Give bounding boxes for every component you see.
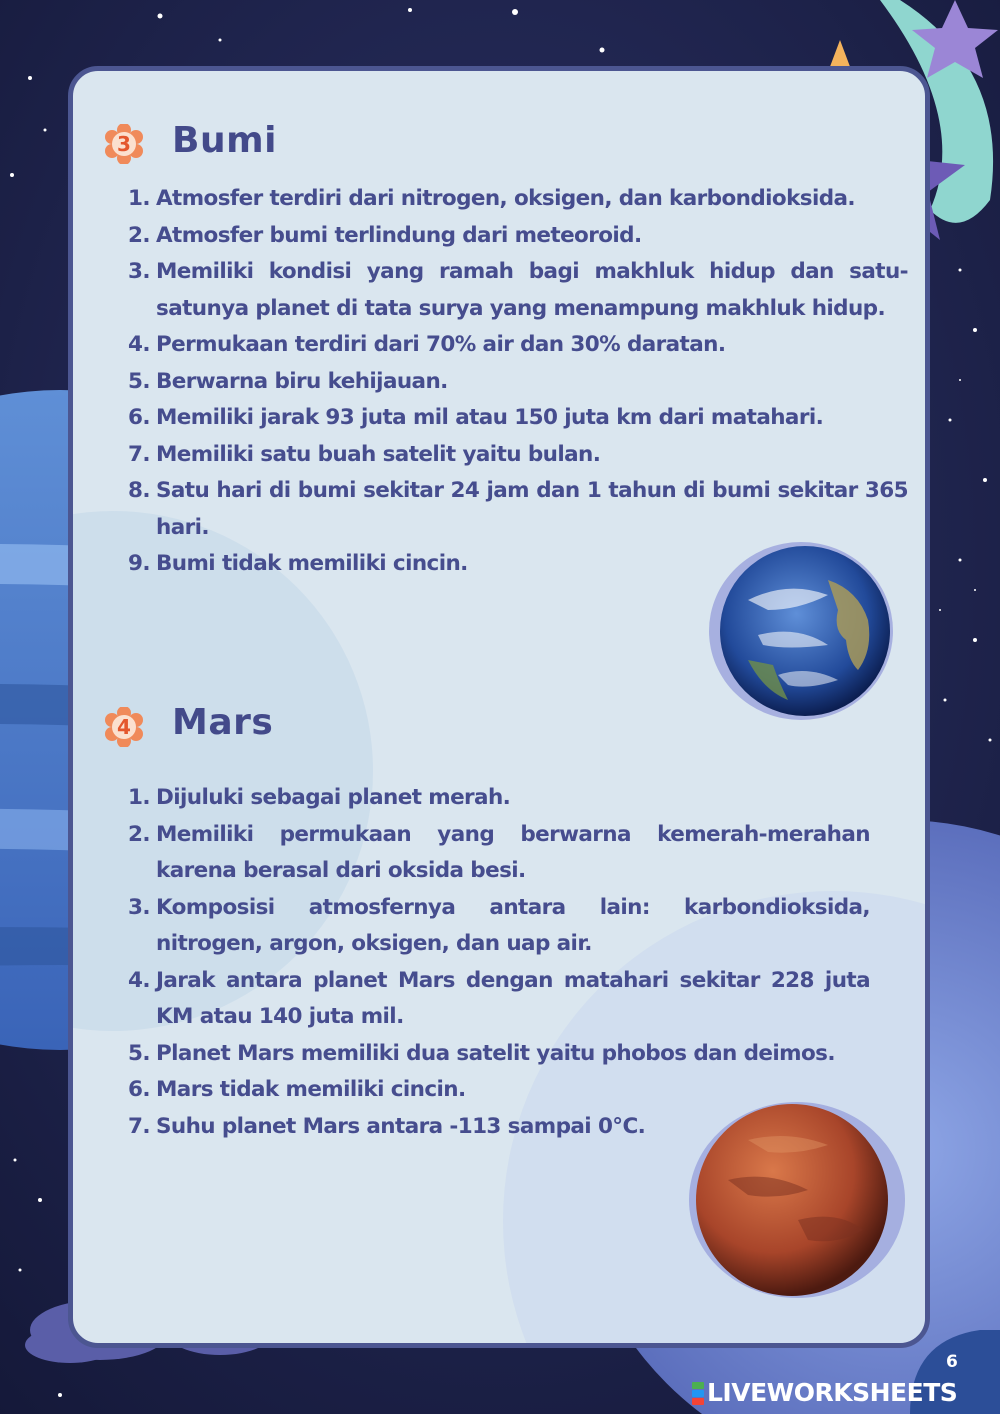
list-item: 4. Permukaan terdiri dari 70% air dan 30% daratan. — [128, 332, 726, 357]
list-item: 1. Dijuluki sebagai planet merah. — [128, 785, 511, 810]
list-item: 5. Planet Mars memiliki dua satelit yaitu phobos dan deimos. — [128, 1040, 835, 1066]
list-item: 7. Suhu planet Mars antara -113 sampai 0°C. — [128, 1113, 646, 1139]
list-item: 8. Satu hari di bumi sekitar 24 jam dan 1 tahun di bumi sekitar 365 hari. — [128, 478, 908, 540]
list-item: 6. Mars tidak memiliki cincin. — [128, 1077, 466, 1102]
section-number-badge — [104, 124, 144, 164]
bumi-facts-list — [128, 181, 908, 583]
list-item: 5. Berwarna biru kehijauan. — [128, 368, 448, 394]
mars-facts-list — [128, 780, 870, 1145]
section-title-bumi: Bumi — [172, 120, 277, 161]
list-item: 2. Memiliki permukaan yang berwarna kemerah-merahan karena berasal dari oksida besi. — [128, 821, 870, 883]
page-number: 6 — [946, 1352, 958, 1372]
list-item: 7. Memiliki satu buah satelit yaitu bulan. — [128, 441, 601, 467]
list-item: 1. Atmosfer terdiri dari nitrogen, oksigen, dan karbondioksida. — [128, 186, 856, 211]
section-number: 4 — [117, 715, 131, 739]
mars-image — [688, 1100, 906, 1300]
list-item: 6. Memiliki jarak 93 juta mil atau 150 juta km dari matahari. — [128, 405, 824, 430]
section-number-badge — [104, 707, 144, 747]
section-number: 3 — [117, 132, 131, 156]
list-item: 3. Memiliki kondisi yang ramah bagi makhluk hidup dan satu-satunya planet di tata surya yang menampung makhluk hidup. — [128, 259, 908, 321]
liveworksheets-logo — [692, 1378, 957, 1407]
brand-text: LIVEWORKSHEETS — [707, 1378, 958, 1407]
list-item: 2. Atmosfer bumi terlindung dari meteoroid. — [128, 222, 642, 248]
earth-image — [708, 540, 894, 722]
list-item: 9. Bumi tidak memiliki cincin. — [128, 551, 468, 576]
section-title-mars: Mars — [172, 702, 274, 743]
logo-mark-icon — [692, 1382, 704, 1406]
list-item: 3. Komposisi atmosfernya antara lain: karbondioksida, nitrogen, argon, oksigen, dan uap air. — [128, 894, 870, 956]
list-item: 4. Jarak antara planet Mars dengan matahari sekitar 228 juta KM atau 140 juta mil. — [128, 967, 870, 1029]
